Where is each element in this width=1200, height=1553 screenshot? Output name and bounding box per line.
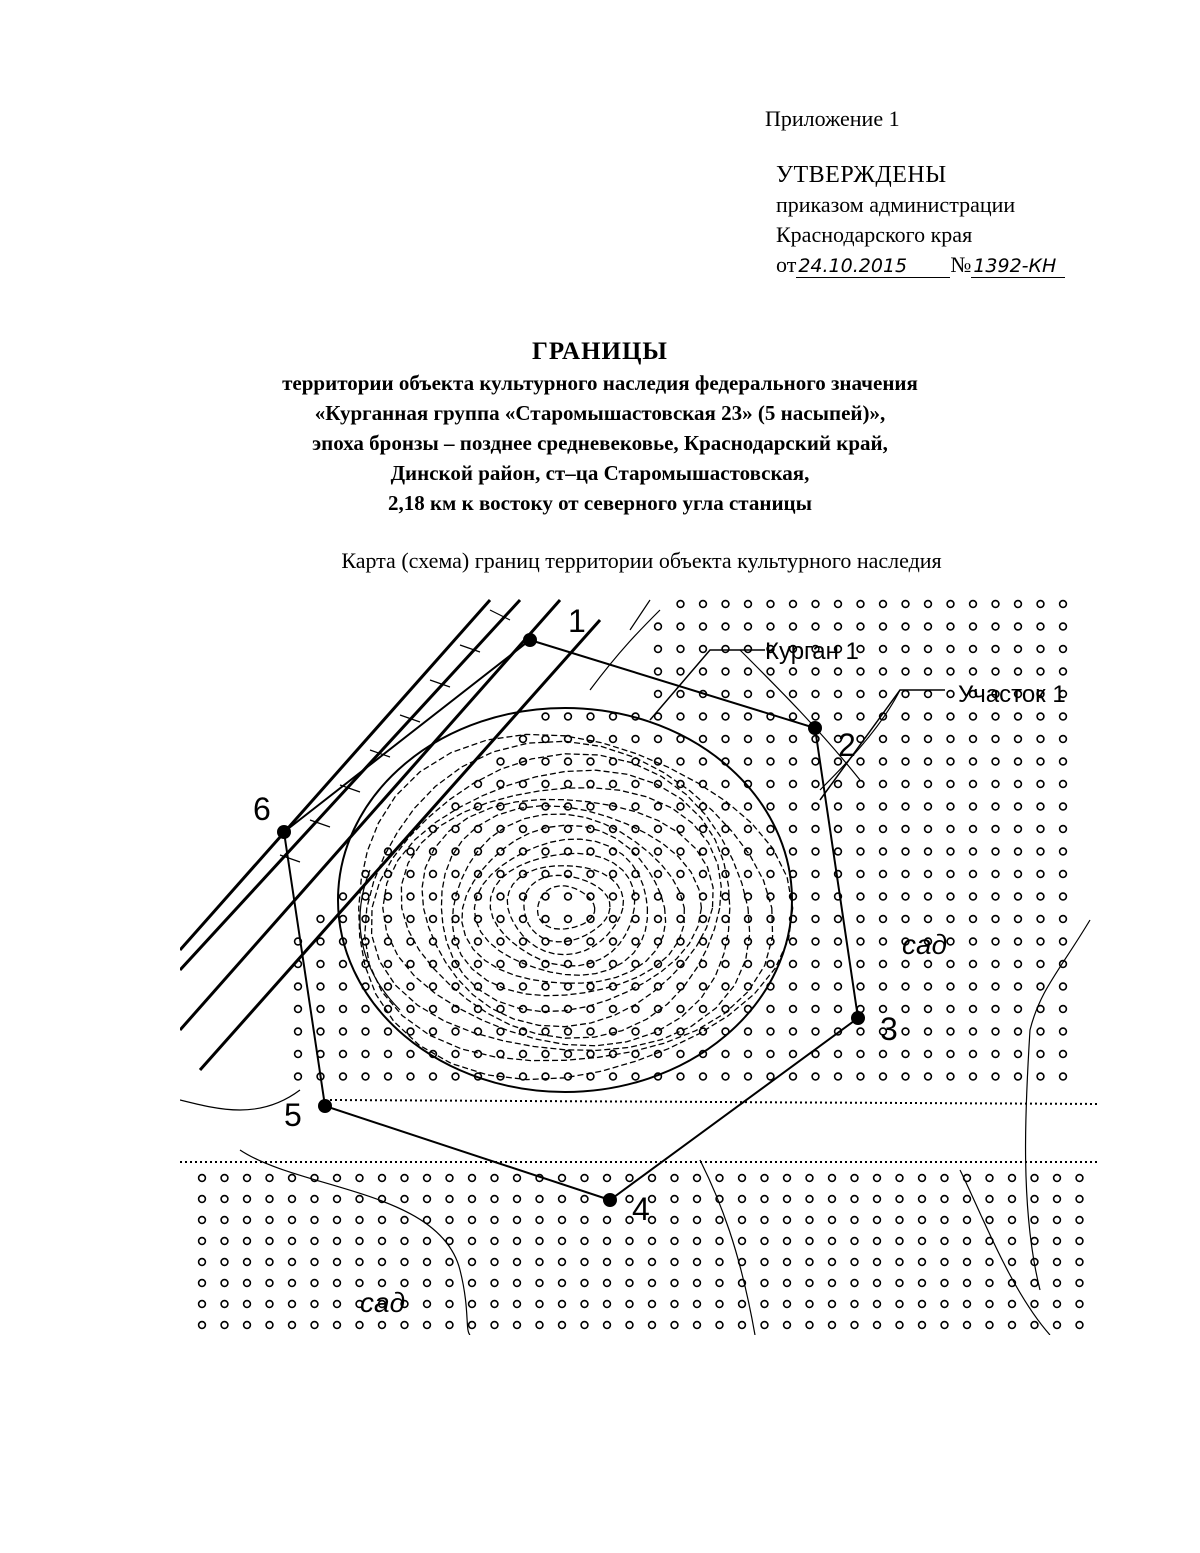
- document-heading: [0, 338, 1200, 518]
- boundary-point-2: [808, 721, 822, 735]
- point-label-5: 5: [284, 1097, 302, 1133]
- garden-label-upper: сад: [902, 929, 948, 960]
- approval-block: [776, 160, 1065, 280]
- kurgan-label: Курган 1: [765, 638, 859, 665]
- label-leaders: [650, 650, 945, 800]
- heading-title: ГРАНИЦЫ: [532, 338, 668, 365]
- appendix-label: Приложение 1: [765, 106, 900, 131]
- boundary-point-4: [603, 1193, 617, 1207]
- approved-title: УТВЕРЖДЕНЫ: [776, 162, 947, 188]
- boundary-point-3: [851, 1011, 865, 1025]
- point-label-2: 2: [838, 727, 856, 763]
- approval-number: 1392-КН: [971, 255, 1065, 278]
- approval-date-line: [776, 250, 1065, 280]
- point-label-4: 4: [632, 1191, 650, 1227]
- heading-line-1: территории объекта культурного наследия федерального значения: [282, 371, 918, 395]
- date-prefix: от: [776, 252, 797, 277]
- approved-line-1: приказом администрации: [776, 192, 1016, 217]
- boundary-point-6: [277, 825, 291, 839]
- heading-line-5: 2,18 км к востоку от северного угла станицы: [387, 491, 813, 515]
- boundary-point-5: [318, 1099, 332, 1113]
- number-prefix: №: [950, 252, 972, 277]
- field-boundary-lines: [180, 1100, 1100, 1162]
- map-caption: Карта (схема) границ территории объекта культурного наследия: [341, 548, 942, 573]
- garden-label-lower: сад: [360, 1287, 406, 1318]
- point-label-3: 3: [880, 1011, 898, 1047]
- garden-dot-pattern-upper: [295, 601, 1067, 1080]
- boundary-point-labels: [253, 603, 898, 1227]
- approval-date: 24.10.2015: [796, 255, 950, 278]
- point-label-6: 6: [253, 791, 271, 827]
- approved-line-2: Краснодарского края: [776, 222, 973, 247]
- heading-line-3: эпоха бронзы – позднее средневековье, Краснодарский край,: [312, 431, 888, 455]
- point-label-1: 1: [568, 603, 586, 639]
- heading-line-4: Динской район, ст–ца Старомышастовская,: [390, 461, 810, 485]
- plot-label: Участок 1: [958, 681, 1066, 708]
- heading-line-2: «Курганная группа «Старомышастовская 23» (5 насыпей)»,: [314, 401, 886, 425]
- boundary-map: [180, 590, 1100, 1350]
- boundary-point-1: [523, 633, 537, 647]
